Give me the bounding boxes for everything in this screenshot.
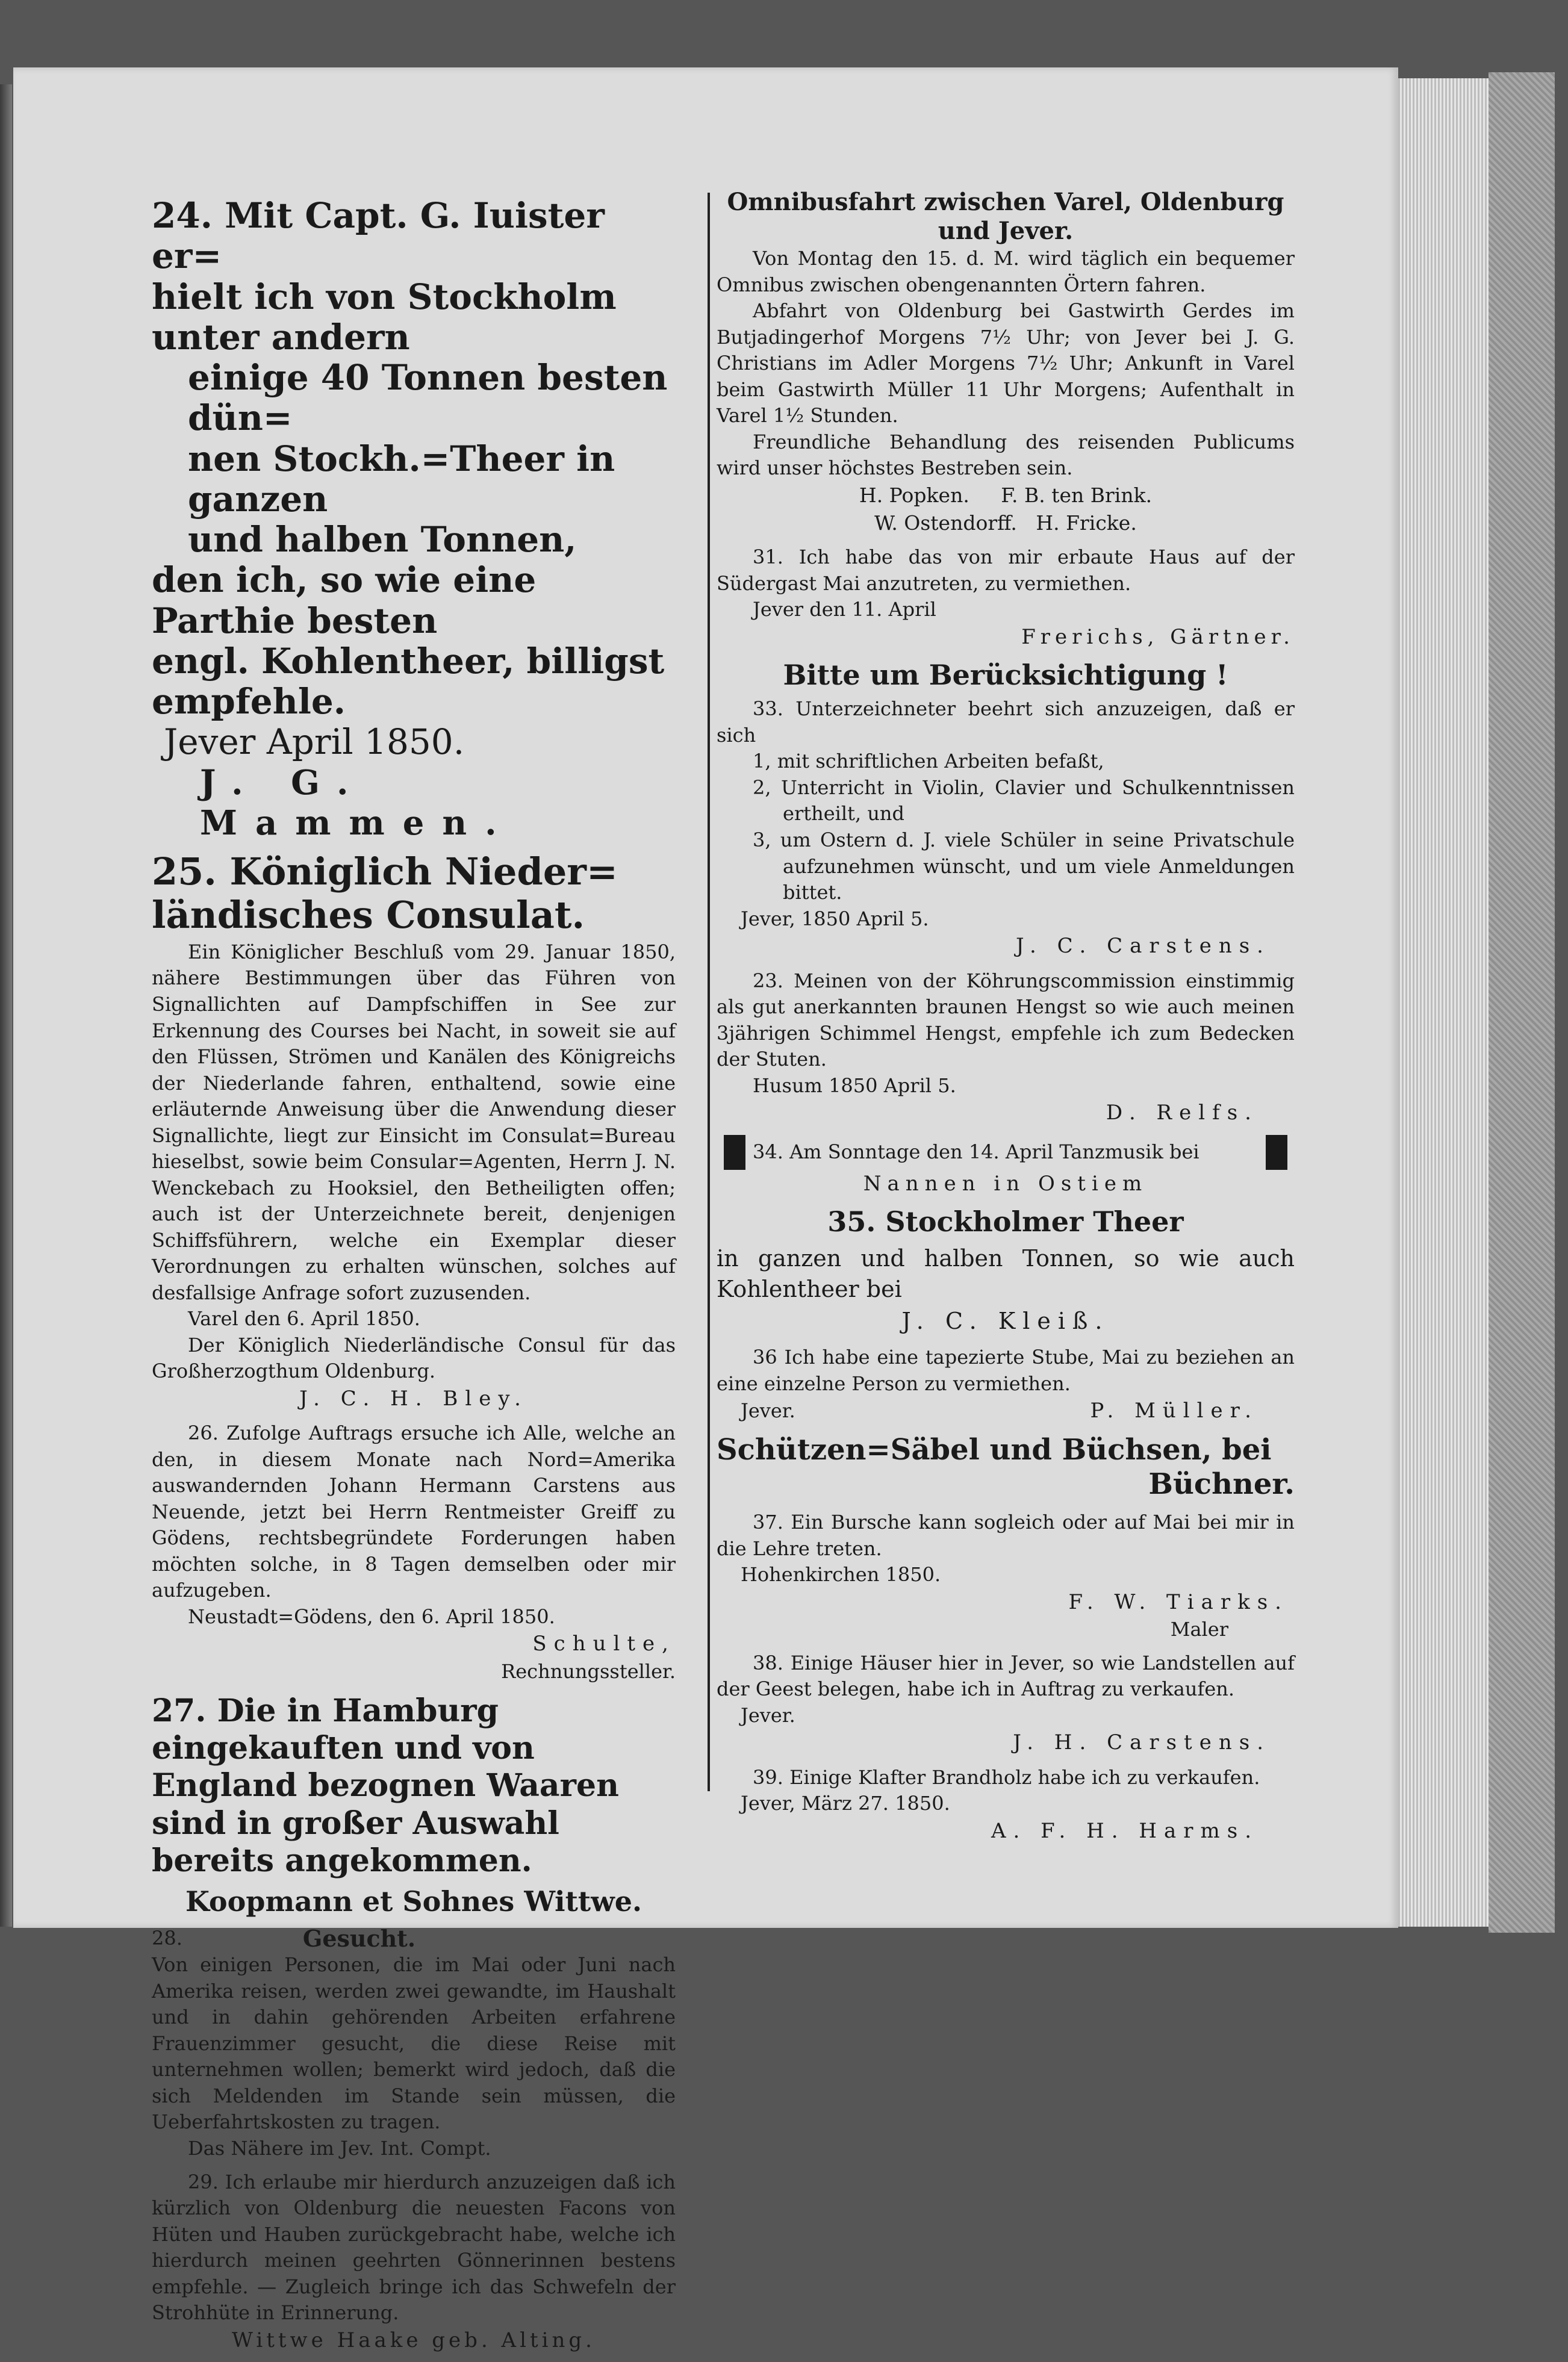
ad37-signature: F. W. Tiarks. — [1068, 1590, 1289, 1614]
ad23-body: 23. Meinen von der Köhrungscommission einstimmig als gut anerkannten braunen Hengst so wie auch meinen 3jährigen Schimmel Hengst, empfehle ich zum Bedecken der Stuten. — [717, 969, 1295, 1071]
ad39-body: 39. Einige Klafter Brandholz habe ich zu verkaufen. — [753, 1765, 1260, 1789]
omnibus-heading: Omnibusfahrt zwischen Varel, Oldenburg und Jever. — [727, 188, 1284, 245]
ad23-signature: D. Relfs. — [1106, 1101, 1258, 1125]
advertisement-35 — [717, 1205, 1295, 1337]
ad24-line: und halben Tonnen, — [188, 519, 577, 561]
ad26-signature: Schulte, — [532, 1632, 676, 1656]
advertisement-39 — [717, 1765, 1295, 1846]
advertisement-38 — [717, 1650, 1295, 1758]
left-column — [152, 196, 676, 2362]
book-cover-edge — [1489, 72, 1555, 1933]
bitte-list-item: 3, um Ostern d. J. viele Schüler in seine Privatschule aufzunehmen wünscht, und um viele Anmeldungen bittet. — [753, 828, 1295, 904]
right-column — [717, 188, 1295, 1853]
ad24-line: einige 40 Tonnen besten dün= — [188, 357, 668, 439]
ad39-signature: A. F. H. Harms. — [991, 1818, 1258, 1843]
pointing-hand-icon — [724, 1135, 745, 1170]
advertisement-25 — [152, 851, 676, 1413]
ad37-body: 37. Ein Bursche kann sogleich oder auf Mai bei mir in die Lehre treten. — [717, 1511, 1295, 1560]
ad25-body: Ein Königlicher Beschluß vom 29. Januar 1850, nähere Bestimmungen über das Führen von Signallichten auf Dampfschiffen in See zur Erkennung des Courses bei Nacht, in soweit sie auf den Flüssen, Strömen und Kanälen des Königreichs der Niederlande fahren, enthaltend, sowie eine erläuternde Anweisung über die Anwendung dieser Signallichte, liegt zur Einsicht im Consulat=Bureau hieselbst, sowie beim Consular=Agenten, Herrn J. N. Wenckebach zu Hooksiel, den Betheiligten offen; auch ist der Unterzeichnete bereit, denjenigen Schiffsführern, welche ein Exemplar dieser Verordnungen zu erhalten wünschen, solches auf desfallsige Anfrage sofort zuzusenden. — [152, 940, 676, 1304]
page-edge — [0, 84, 12, 1927]
ad28-reference: Das Nähere im Jev. Int. Compt. — [188, 2136, 491, 2160]
ad31-body: 31. Ich habe das von mir erbaute Haus auf der Südergast Mai anzutreten, zu vermiethen. — [717, 545, 1295, 595]
ad35-body: in ganzen und halben Tonnen, so wie auch Kohlentheer bei — [717, 1245, 1295, 1303]
ad35-heading: 35. Stockholmer Theer — [827, 1205, 1184, 1238]
advertisement-omnibus — [717, 188, 1295, 537]
advertisement-24 — [152, 196, 676, 844]
ad38-place: Jever. — [741, 1703, 795, 1727]
ad28-heading: Gesucht. — [302, 1924, 416, 1952]
bitte-heading: Bitte um Berücksichtigung ! — [783, 659, 1228, 692]
advertisement-schuetzen — [717, 1433, 1295, 1502]
ad24-line: den ich, so wie eine Parthie besten — [152, 559, 537, 641]
ad27-heading: 27. Die in Hamburg eingekauften und von England bezognen Waaren sind in großer Auswahl bereits angekommen. — [152, 1692, 619, 1880]
advertisement-34 — [717, 1135, 1295, 1199]
advertisement-36 — [717, 1344, 1295, 1426]
advertisement-23 — [717, 968, 1295, 1128]
omnibus-signatures: W. Ostendorff. H. Fricke. — [874, 511, 1137, 535]
ad31-place-date: Jever den 11. April — [753, 598, 936, 621]
ad24-line: engl. Kohlentheer, billigst empfehle. — [152, 640, 665, 723]
advertisement-37 — [717, 1509, 1295, 1643]
ad34-line: 34. Am Sonntage den 14. April Tanzmusik bei — [753, 1140, 1199, 1164]
ad38-signature: J. H. Carstens. — [1013, 1730, 1271, 1755]
advertisement-26 — [152, 1420, 676, 1685]
ad29-body: 29. Ich erlaube mir hierdurch anzuzeigen daß ich kürzlich von Oldenburg die neuesten Facons von Hüten und Hauben zurückgebracht habe, welche ich hierdurch meinen geehrten Gönnerinnen bestens empfehle. — Zugleich bringe ich das Schwefeln der Strohhüte in Erinnerung. — [152, 2170, 676, 2325]
omnibus-body: Freundliche Behandlung des reisenden Publicums wird unser höchstes Bestreben sein. — [717, 430, 1295, 480]
ad24-line: 24. Mit Capt. G. Iuister er= — [152, 195, 605, 277]
bitte-list-item: 1, mit schriftlichen Arbeiten befaßt, — [753, 750, 1104, 773]
omnibus-body: Von Montag den 15. d. M. wird täglich ein bequemer Omnibus zwischen obengenannten Örtern fahren. — [717, 247, 1295, 296]
ad34-name: Nannen in Ostiem — [863, 1171, 1148, 1196]
omnibus-body: Abfahrt von Oldenburg bei Gastwirth Gerdes im Butjadingerhof Morgens 7½ Uhr; von Jever bei J. G. Christians im Adler Morgens 7½ Uhr; Ankunft in Varel beim Gastwirth Müller 11 Uhr Morgens; Aufenthalt in Varel 1½ Stunden. — [717, 299, 1295, 427]
ad25-heading: ländisches Consulat. — [152, 892, 585, 937]
ad24-line: nen Stockh.=Theer in ganzen — [188, 438, 615, 520]
ad23-place-date: Husum 1850 April 5. — [753, 1074, 956, 1097]
ad37-place-date: Hohenkirchen 1850. — [741, 1563, 941, 1587]
ad26-place-date: Neustadt=Gödens, den 6. April 1850. — [188, 1605, 555, 1628]
ad25-consul-line: Der Königlich Niederländische Consul für das Großherzogthum Oldenburg. — [152, 1333, 676, 1383]
ad36-signature: P. Müller. — [1090, 1399, 1258, 1423]
ad25-signature: J. C. H. Bley. — [299, 1386, 528, 1411]
advertisement-27 — [152, 1692, 676, 1918]
ad31-signature: Frerichs, Gärtner. — [1021, 624, 1295, 649]
schuetzen-heading: Büchner. — [1148, 1467, 1295, 1502]
page-stack — [1398, 78, 1489, 1927]
ad27-signature: Koopmann et Sohnes Wittwe. — [185, 1885, 642, 1918]
omnibus-signatures: H. Popken. F. B. ten Brink. — [859, 483, 1153, 507]
ad26-role: Rechnungssteller. — [501, 1660, 676, 1683]
ad38-body: 38. Einige Häuser hier in Jever, so wie Landstellen auf der Geest belegen, habe ich in Auftrag zu verkaufen. — [717, 1651, 1295, 1701]
ad36-place: Jever. — [741, 1399, 795, 1423]
ad37-role: Maler — [1170, 1618, 1228, 1641]
ad24-place-date: Jever April 1850. — [164, 721, 465, 763]
ad28-number: 28. — [152, 1926, 182, 1950]
pointing-hand-icon — [1266, 1135, 1287, 1170]
ad29-signature: Wittwe Haake geb. Alting. — [231, 2328, 596, 2352]
ad39-place-date: Jever, März 27. 1850. — [741, 1792, 950, 1815]
bitte-intro: 33. Unterzeichneter beehrt sich anzuzeigen, daß er sich — [717, 697, 1295, 747]
advertisement-28 — [152, 1925, 676, 2162]
bitte-place-date: Jever, 1850 April 5. — [741, 907, 929, 930]
ad36-body: 36 Ich habe eine tapezierte Stube, Mai zu beziehen an eine einzelne Person zu vermiethen. — [717, 1346, 1295, 1395]
ad24-signature: J. G. Mammen. — [200, 762, 515, 843]
advertisement-31 — [717, 544, 1295, 651]
schuetzen-heading: Schützen=Säbel und Büchsen, bei — [717, 1432, 1272, 1467]
ad25-place-date: Varel den 6. April 1850. — [188, 1307, 420, 1331]
advertisement-29 — [152, 2169, 676, 2355]
ad35-signature: J. C. Kleiß. — [901, 1308, 1110, 1335]
ad28-body: Von einigen Personen, die im Mai oder Juni nach Amerika reisen, werden zwei gewandte, im Haushalt und in dahin gehörenden Arbeiten erfahrene Frauenzimmer gesucht, die diese Reise mit unternehmen wollen; bemerkt wird jedoch, daß die sich Meldenden im Stande sein müssen, die Ueberfahrtskosten zu tragen. — [152, 1953, 676, 2134]
ad26-body: 26. Zufolge Auftrags ersuche ich Alle, welche an den, in diesem Monate nach Nord=Amerika auswandernden Johann Hermann Carstens aus Neuende, jetzt bei Herrn Rentmeister Greiff zu Gödens, rechtsbegründete Forderungen haben möchten solche, in 8 Tagen demselben oder mir aufzugeben. — [152, 1422, 676, 1602]
advertisement-33 — [717, 659, 1295, 961]
bitte-list-item: 2, Unterricht in Violin, Clavier und Schulkenntnissen ertheilt, und — [753, 775, 1295, 825]
bitte-signature: J. C. Carstens. — [1016, 934, 1271, 959]
ad25-heading: 25. Königlich Nieder= — [152, 850, 618, 894]
column-divider — [708, 193, 710, 1791]
ad24-line: hielt ich von Stockholm unter andern — [152, 276, 617, 358]
